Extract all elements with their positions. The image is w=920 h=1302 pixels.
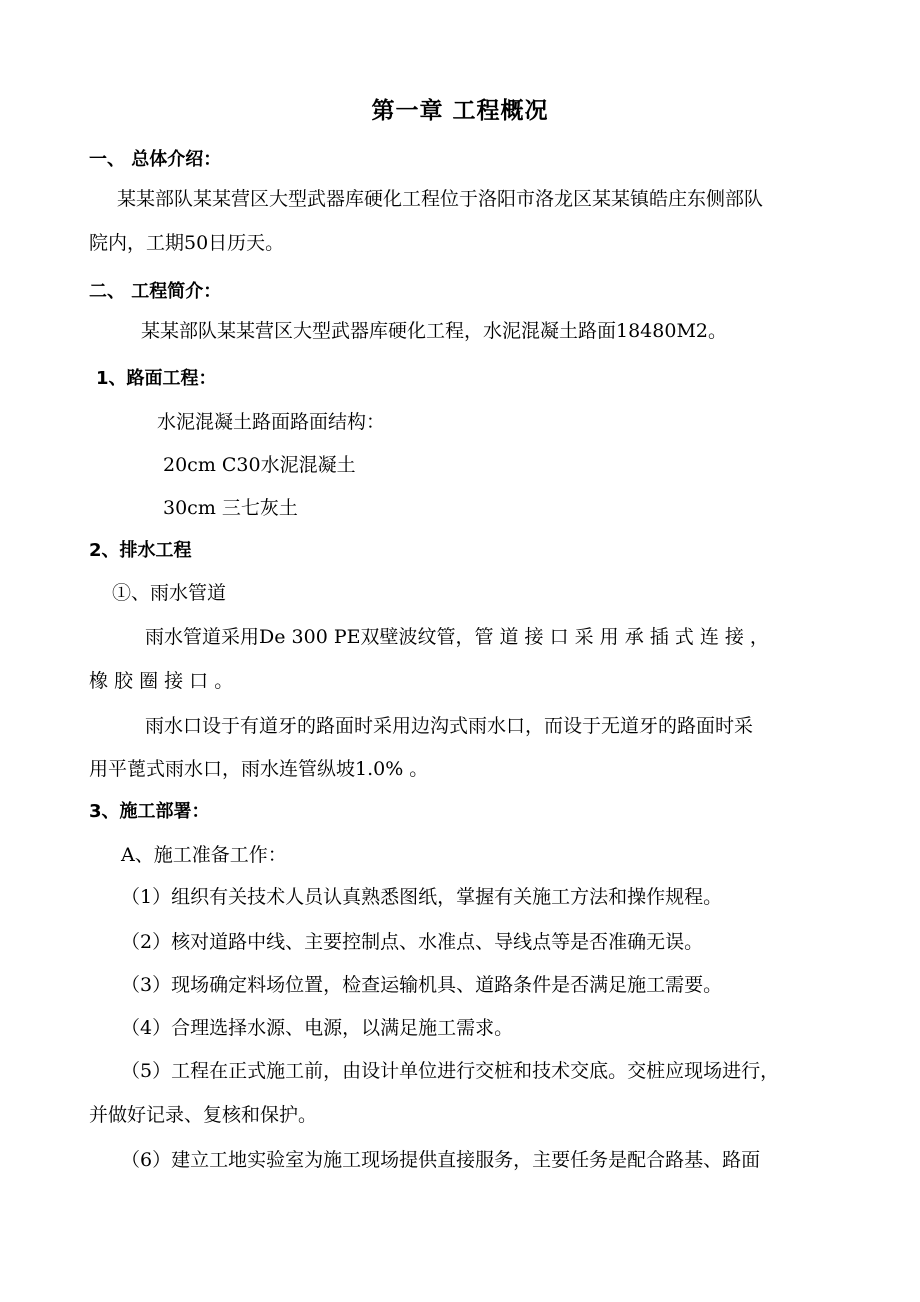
deployment-item-4: （4）合理选择水源、电源，以满足施工需求。: [121, 1017, 514, 1039]
deployment-item-2: （2）核对道路中线、主要控制点、水准点、导线点等是否准确无误。: [121, 931, 704, 953]
section-heading-deployment: 3、施工部署：: [89, 801, 210, 822]
section-heading-road: 1、路面工程：: [96, 368, 217, 389]
drainage-paragraph1-line2: 橡 胶 圈 接 口 。: [89, 670, 234, 692]
road-layer-2: 30cm 三七灰土: [163, 497, 298, 519]
deployment-item-6-line1: （6）建立工地实验室为施工现场提供直接服务，主要任务是配合路基、路面: [121, 1149, 761, 1171]
brief-paragraph: 某某部队某某营区大型武器库硬化工程，水泥混凝土路面18480M2。: [141, 320, 727, 342]
overview-paragraph-line1: 某某部队某某营区大型武器库硬化工程位于洛阳市洛龙区某某镇皓庄东侧部队: [117, 188, 764, 210]
section-heading-overview: 一、 总体介绍：: [89, 149, 222, 170]
deployment-item-5-line1: （5）工程在正式施工前，由设计单位进行交桩和技术交底。交桩应现场进行，: [121, 1060, 780, 1082]
section-heading-drainage: 2、排水工程: [89, 540, 192, 561]
road-layer-1: 20cm C30水泥混凝土: [163, 454, 356, 476]
drainage-sub-rain-pipe: ①、雨水管道: [112, 582, 227, 604]
drainage-paragraph2-line2: 用平蓖式雨水口，雨水连管纵坡1.0% 。: [89, 758, 429, 780]
section-heading-brief: 二、 工程简介：: [89, 281, 222, 302]
road-structure-label: 水泥混凝土路面路面结构：: [157, 411, 386, 433]
chapter-title: 第一章 工程概况: [371, 98, 549, 124]
deployment-item-5-line2: 并做好记录、复核和保护。: [89, 1104, 318, 1126]
overview-paragraph-line2: 院内，工期50日历天。: [89, 232, 285, 254]
deployment-item-1: （1）组织有关技术人员认真熟悉图纸，掌握有关施工方法和操作规程。: [121, 886, 723, 908]
drainage-paragraph1-line1: 雨水管道采用De 300 PE双壁波纹管，管 道 接 口 采 用 承 插 式 连 接 ，: [145, 626, 769, 648]
deployment-item-3: （3）现场确定料场位置，检查运输机具、道路条件是否满足施工需要。: [121, 974, 723, 996]
deployment-sub-a: A、施工准备工作：: [121, 844, 287, 866]
drainage-paragraph2-line1: 雨水口设于有道牙的路面时采用边沟式雨水口，而设于无道牙的路面时采: [145, 715, 754, 737]
